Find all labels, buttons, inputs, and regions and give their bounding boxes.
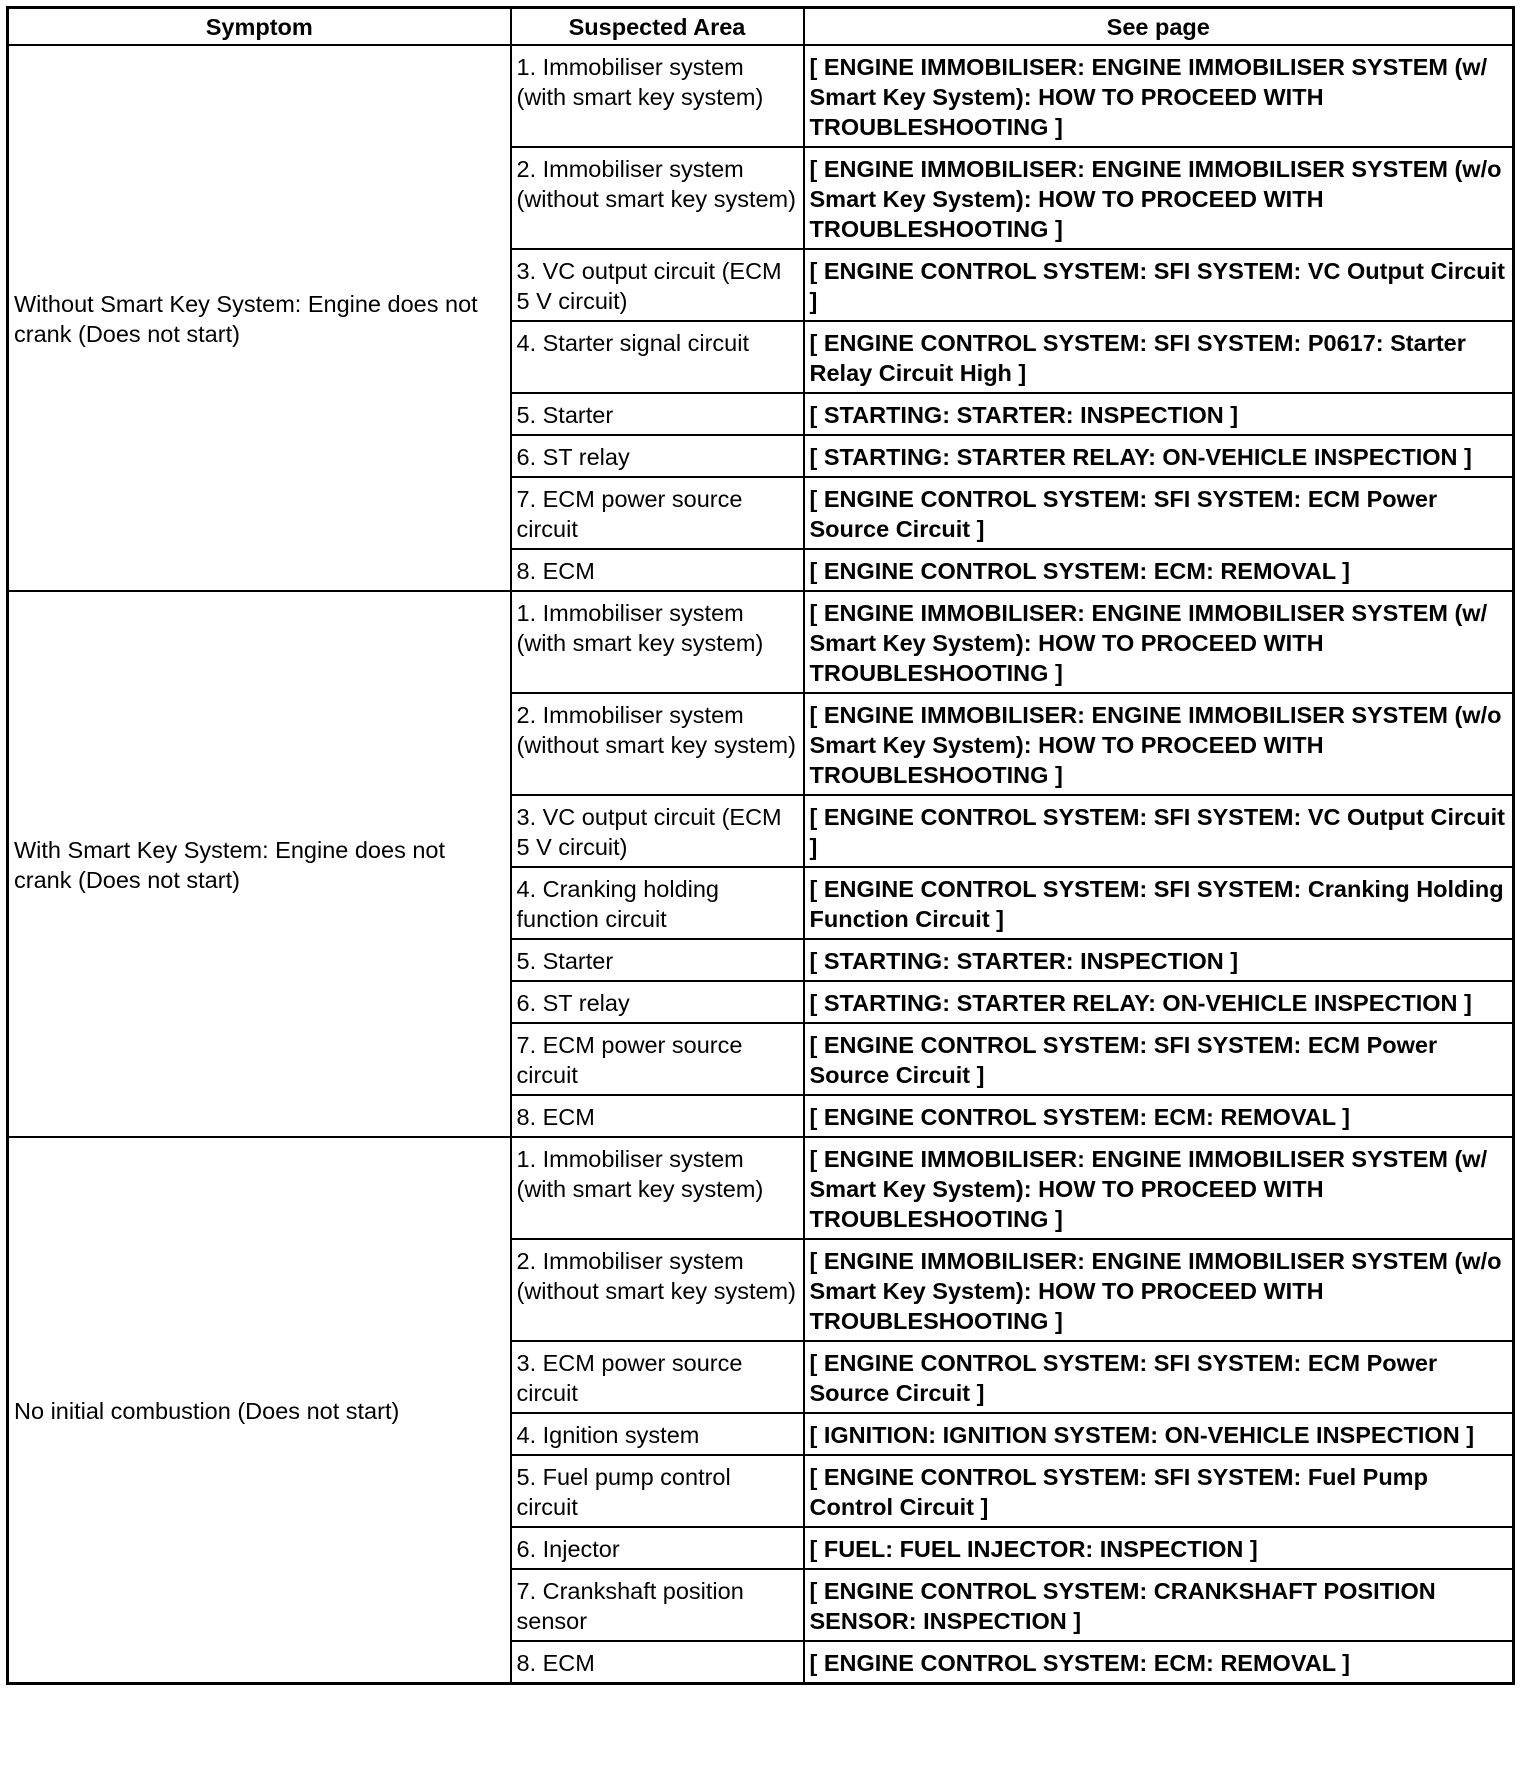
suspected-area-cell: 2. Immobiliser system (without smart key system) (511, 693, 804, 795)
see-page-reference[interactable]: [ ENGINE IMMOBILISER: ENGINE IMMOBILISER SYSTEM (w/o Smart Key System): HOW TO PROCEED WITH TROUBLESHOOTING ] (804, 1239, 1514, 1341)
header-row (8, 8, 1514, 46)
table-row (8, 591, 1514, 693)
see-page-reference[interactable]: [ ENGINE CONTROL SYSTEM: SFI SYSTEM: ECM Power Source Circuit ] (804, 1023, 1514, 1095)
see-page-reference[interactable]: [ ENGINE CONTROL SYSTEM: ECM: REMOVAL ] (804, 1095, 1514, 1137)
see-page-reference[interactable]: [ STARTING: STARTER RELAY: ON-VEHICLE INSPECTION ] (804, 435, 1514, 477)
suspected-area-cell: 6. ST relay (511, 435, 804, 477)
see-page-reference[interactable]: [ ENGINE CONTROL SYSTEM: SFI SYSTEM: P0617: Starter Relay Circuit High ] (804, 321, 1514, 393)
see-page-reference[interactable]: [ ENGINE CONTROL SYSTEM: SFI SYSTEM: ECM Power Source Circuit ] (804, 477, 1514, 549)
header-see-page: See page (804, 8, 1514, 46)
see-page-reference[interactable]: [ ENGINE CONTROL SYSTEM: SFI SYSTEM: Fuel Pump Control Circuit ] (804, 1455, 1514, 1527)
suspected-area-cell: 6. Injector (511, 1527, 804, 1569)
see-page-reference[interactable]: [ ENGINE CONTROL SYSTEM: SFI SYSTEM: Cranking Holding Function Circuit ] (804, 867, 1514, 939)
symptom-cell: With Smart Key System: Engine does not crank (Does not start) (8, 591, 511, 1137)
suspected-area-cell: 1. Immobiliser system (with smart key system) (511, 1137, 804, 1239)
suspected-area-cell: 7. ECM power source circuit (511, 1023, 804, 1095)
table-row (8, 45, 1514, 147)
suspected-area-cell: 3. ECM power source circuit (511, 1341, 804, 1413)
suspected-area-cell: 4. Ignition system (511, 1413, 804, 1455)
suspected-area-cell: 1. Immobiliser system (with smart key system) (511, 591, 804, 693)
header-suspected-area: Suspected Area (511, 8, 804, 46)
see-page-reference[interactable]: [ ENGINE CONTROL SYSTEM: SFI SYSTEM: VC Output Circuit ] (804, 249, 1514, 321)
suspected-area-cell: 5. Starter (511, 393, 804, 435)
suspected-area-cell: 7. ECM power source circuit (511, 477, 804, 549)
suspected-area-cell: 2. Immobiliser system (without smart key system) (511, 147, 804, 249)
suspected-area-cell: 3. VC output circuit (ECM 5 V circuit) (511, 795, 804, 867)
see-page-reference[interactable]: [ STARTING: STARTER: INSPECTION ] (804, 393, 1514, 435)
symptom-cell: No initial combustion (Does not start) (8, 1137, 511, 1684)
see-page-reference[interactable]: [ IGNITION: IGNITION SYSTEM: ON-VEHICLE INSPECTION ] (804, 1413, 1514, 1455)
suspected-area-cell: 8. ECM (511, 1641, 804, 1684)
table-header (8, 8, 1514, 46)
troubleshooting-table (6, 6, 1515, 1685)
table-body (8, 45, 1514, 1684)
see-page-reference[interactable]: [ FUEL: FUEL INJECTOR: INSPECTION ] (804, 1527, 1514, 1569)
symptom-cell: Without Smart Key System: Engine does not crank (Does not start) (8, 45, 511, 591)
suspected-area-cell: 4. Starter signal circuit (511, 321, 804, 393)
suspected-area-cell: 5. Fuel pump control circuit (511, 1455, 804, 1527)
see-page-reference[interactable]: [ ENGINE CONTROL SYSTEM: SFI SYSTEM: VC Output Circuit ] (804, 795, 1514, 867)
see-page-reference[interactable]: [ ENGINE IMMOBILISER: ENGINE IMMOBILISER SYSTEM (w/ Smart Key System): HOW TO PROCEED WITH TROUBLESHOOTING ] (804, 45, 1514, 147)
see-page-reference[interactable]: [ ENGINE IMMOBILISER: ENGINE IMMOBILISER SYSTEM (w/o Smart Key System): HOW TO PROCEED WITH TROUBLESHOOTING ] (804, 693, 1514, 795)
suspected-area-cell: 1. Immobiliser system (with smart key system) (511, 45, 804, 147)
see-page-reference[interactable]: [ ENGINE CONTROL SYSTEM: ECM: REMOVAL ] (804, 1641, 1514, 1684)
see-page-reference[interactable]: [ STARTING: STARTER: INSPECTION ] (804, 939, 1514, 981)
see-page-reference[interactable]: [ ENGINE CONTROL SYSTEM: SFI SYSTEM: ECM Power Source Circuit ] (804, 1341, 1514, 1413)
see-page-reference[interactable]: [ ENGINE IMMOBILISER: ENGINE IMMOBILISER SYSTEM (w/ Smart Key System): HOW TO PROCEED WITH TROUBLESHOOTING ] (804, 1137, 1514, 1239)
see-page-reference[interactable]: [ STARTING: STARTER RELAY: ON-VEHICLE INSPECTION ] (804, 981, 1514, 1023)
see-page-reference[interactable]: [ ENGINE IMMOBILISER: ENGINE IMMOBILISER SYSTEM (w/o Smart Key System): HOW TO PROCEED WITH TROUBLESHOOTING ] (804, 147, 1514, 249)
suspected-area-cell: 8. ECM (511, 1095, 804, 1137)
suspected-area-cell: 3. VC output circuit (ECM 5 V circuit) (511, 249, 804, 321)
see-page-reference[interactable]: [ ENGINE CONTROL SYSTEM: CRANKSHAFT POSITION SENSOR: INSPECTION ] (804, 1569, 1514, 1641)
suspected-area-cell: 5. Starter (511, 939, 804, 981)
suspected-area-cell: 2. Immobiliser system (without smart key system) (511, 1239, 804, 1341)
suspected-area-cell: 7. Crankshaft position sensor (511, 1569, 804, 1641)
header-symptom: Symptom (8, 8, 511, 46)
see-page-reference[interactable]: [ ENGINE CONTROL SYSTEM: ECM: REMOVAL ] (804, 549, 1514, 591)
suspected-area-cell: 6. ST relay (511, 981, 804, 1023)
suspected-area-cell: 8. ECM (511, 549, 804, 591)
suspected-area-cell: 4. Cranking holding function circuit (511, 867, 804, 939)
table-row (8, 1137, 1514, 1239)
see-page-reference[interactable]: [ ENGINE IMMOBILISER: ENGINE IMMOBILISER SYSTEM (w/ Smart Key System): HOW TO PROCEED WITH TROUBLESHOOTING ] (804, 591, 1514, 693)
